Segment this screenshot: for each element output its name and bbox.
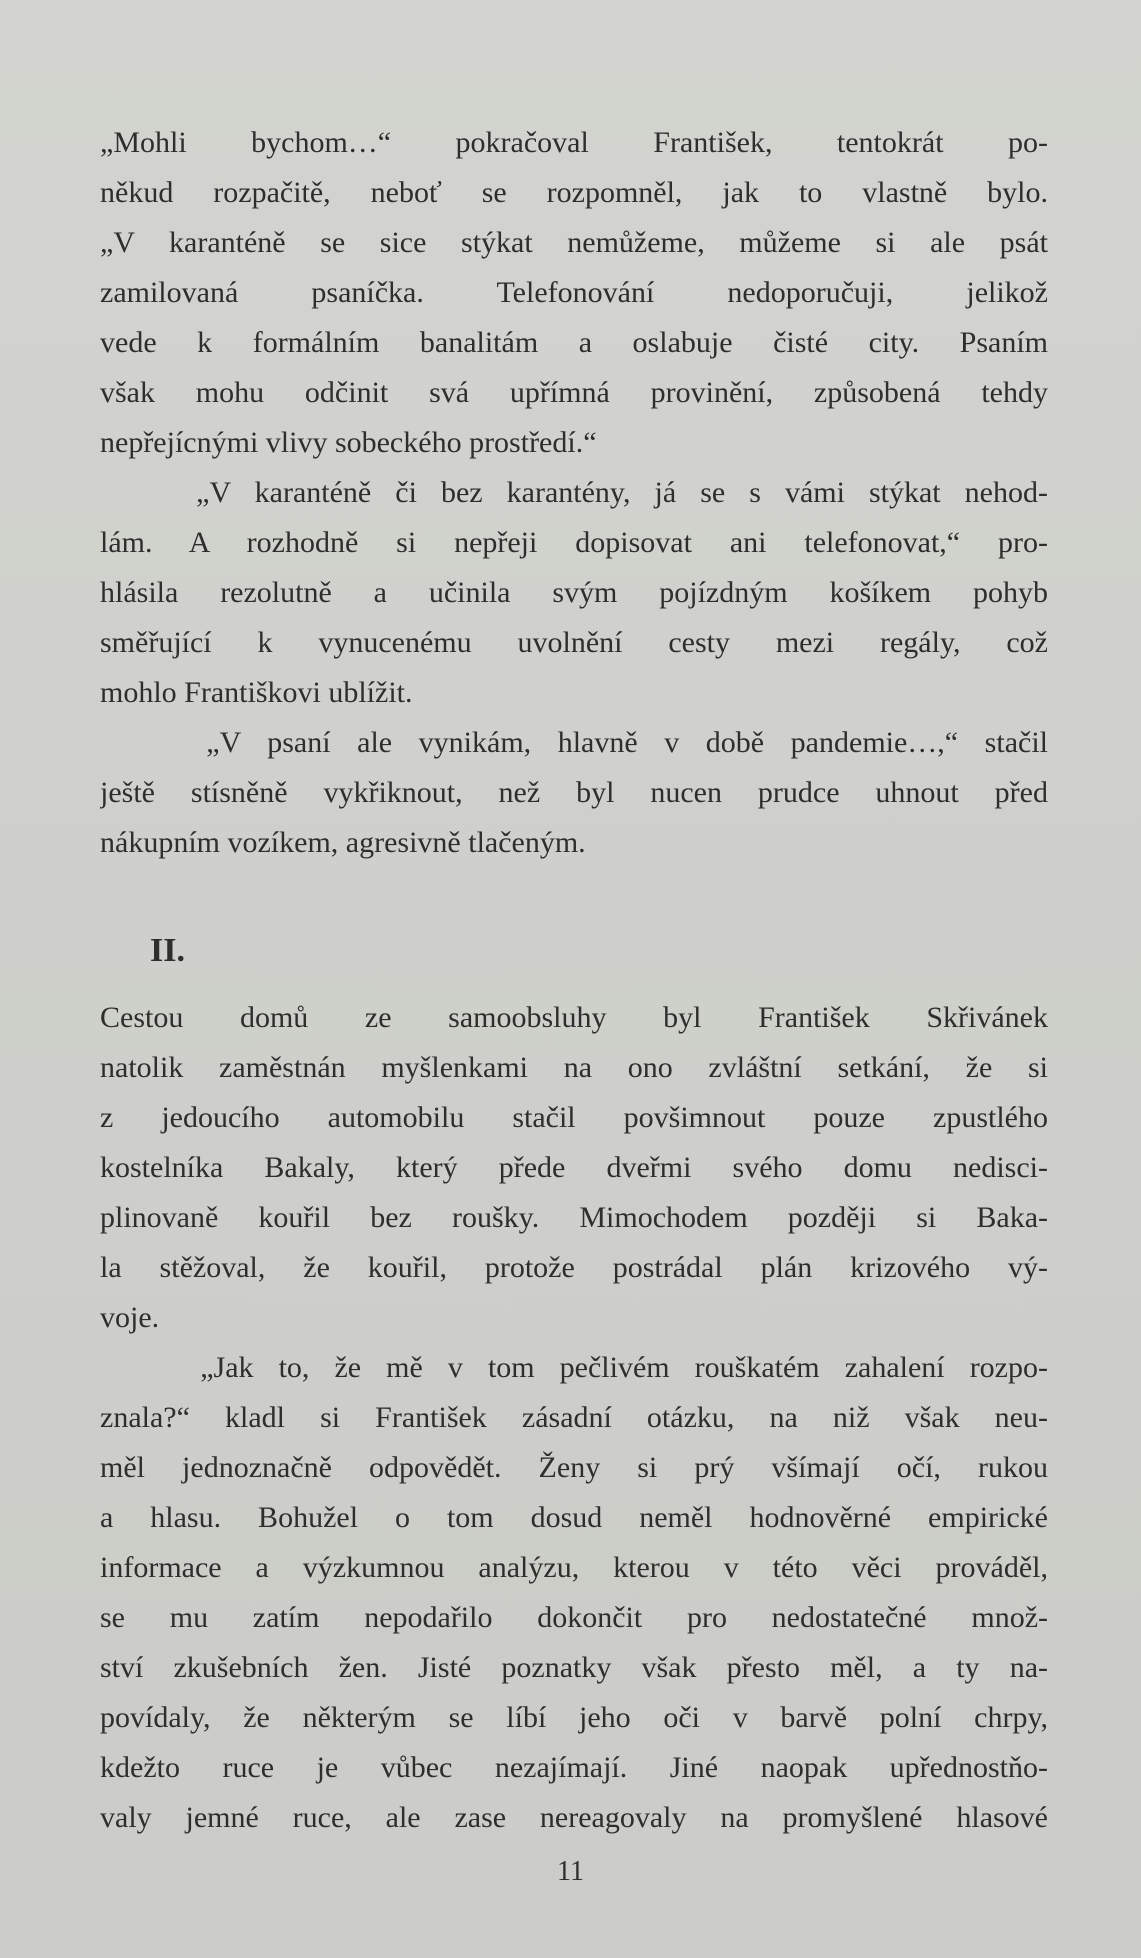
text-line: mohlo Františkovi ublížit. xyxy=(100,676,413,709)
text-line: a hlasu. Bohužel o tom dosud neměl hodnověrné empirické xyxy=(100,1501,1048,1534)
text-line: z jedoucího automobilu stačil povšimnout pouze zpustlého xyxy=(100,1101,1048,1134)
text-line: povídaly, že některým se líbí jeho oči v barvě polní chrpy, xyxy=(100,1701,1048,1734)
text-line: „V karanténě či bez karantény, já se s vámi stýkat nehod- xyxy=(100,476,1048,509)
text-line: měl jednoznačně odpovědět. Ženy si prý všímají očí, rukou xyxy=(100,1451,1048,1484)
text-line: znala?“ kladl si František zásadní otázku, na niž však neu- xyxy=(100,1401,1048,1434)
text-line: ství zkušebních žen. Jisté poznatky však přesto měl, a ty na- xyxy=(100,1651,1048,1684)
text-line: „V psaní ale vynikám, hlavně v době pandemie…,“ stačil xyxy=(100,726,1048,759)
page-number: 11 xyxy=(557,1856,584,1887)
text-block-bottom xyxy=(100,993,1048,1843)
text-line: valy jemné ruce, ale zase nereagovaly na promyšlené hlasové xyxy=(100,1801,1048,1834)
text-line: ještě stísněně vykřiknout, než byl nucen prudce uhnout před xyxy=(100,776,1048,809)
text-line: nákupním vozíkem, agresivně tlačeným. xyxy=(100,826,586,859)
text-line: se mu zatím nepodařilo dokončit pro nedostatečné množ- xyxy=(100,1601,1048,1634)
chapter-heading: II. xyxy=(150,932,185,969)
text-line: lám. A rozhodně si nepřeji dopisovat ani telefonovat,“ pro- xyxy=(100,526,1048,559)
text-line: hlásila rezolutně a učinila svým pojízdným košíkem pohyb xyxy=(100,576,1048,609)
text-block-top xyxy=(100,118,1048,868)
text-line: „Mohli bychom…“ pokračoval František, tentokrát po- xyxy=(100,126,1048,159)
text-line: nepřejícnými vlivy sobeckého prostředí.“ xyxy=(100,426,597,459)
text-line: „Jak to, že mě v tom pečlivém rouškatém zahalení rozpo- xyxy=(100,1351,1048,1384)
text-line: informace a výzkumnou analýzu, kterou v této věci prováděl, xyxy=(100,1551,1048,1584)
text-line: Cestou domů ze samoobsluhy byl František Skřivánek xyxy=(100,1001,1048,1034)
text-line: „V karanténě se sice stýkat nemůžeme, můžeme si ale psát xyxy=(100,226,1048,259)
text-line: plinovaně kouřil bez roušky. Mimochodem později si Baka- xyxy=(100,1201,1048,1234)
text-line: kostelníka Bakaly, který přede dveřmi svého domu nedisci- xyxy=(100,1151,1048,1184)
text-line: vede k formálním banalitám a oslabuje čisté city. Psaním xyxy=(100,326,1048,359)
text-line: natolik zaměstnán myšlenkami na ono zvláštní setkání, že si xyxy=(100,1051,1048,1084)
text-line: kdežto ruce je vůbec nezajímají. Jiné naopak upřednostňo- xyxy=(100,1751,1048,1784)
text-line: zamilovaná psaníčka. Telefonování nedoporučuji, jelikož xyxy=(100,276,1048,309)
text-line: voje. xyxy=(100,1301,160,1334)
text-line: la stěžoval, že kouřil, protože postrádal plán krizového vý- xyxy=(100,1251,1048,1284)
text-line: však mohu odčinit svá upřímná provinění, způsobená tehdy xyxy=(100,376,1048,409)
text-line: někud rozpačitě, neboť se rozpomněl, jak to vlastně bylo. xyxy=(100,176,1048,209)
text-line: směřující k vynucenému uvolnění cesty mezi regály, což xyxy=(100,626,1048,659)
